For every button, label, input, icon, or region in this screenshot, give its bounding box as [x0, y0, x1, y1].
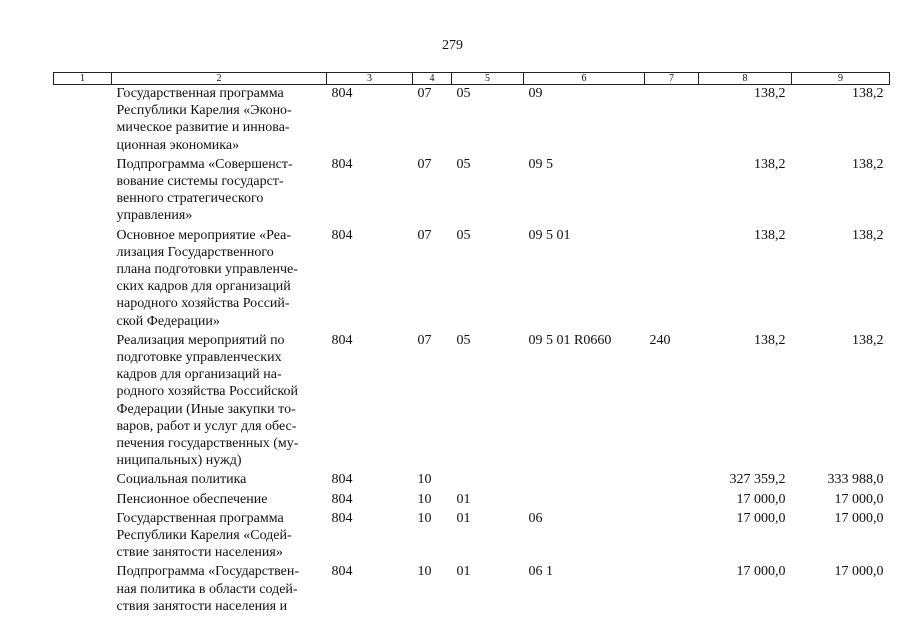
cell-name-line: Подпрограмма «Государствен-: [116, 564, 300, 580]
cell-expense-type: [645, 85, 699, 154]
cell-subsection: 01: [456, 510, 471, 526]
table-row: [54, 225, 890, 330]
cell-target-item: [524, 469, 645, 488]
cell-amount-year2: 17 000,0: [834, 510, 884, 526]
cell-department: 804: [331, 510, 353, 526]
cell-expense-type: [645, 225, 699, 330]
column-header-row: [54, 73, 890, 85]
cell-amount-year1: 138,2: [754, 86, 786, 101]
table-row: [54, 561, 890, 615]
cell-amount-year1: 17 000,0: [736, 510, 786, 526]
cell-amount-year1: 138,2: [754, 332, 786, 348]
column-header-1: 1: [54, 73, 112, 85]
cell-section: 07: [417, 332, 432, 348]
cell-name: [112, 330, 327, 470]
cell-subsection: 01: [456, 564, 471, 580]
table-row: [54, 330, 890, 470]
table-row: [54, 154, 890, 225]
cell-name-line: ствия занятости населения и: [116, 598, 288, 614]
cell-num: [54, 154, 112, 225]
cell-name: [112, 225, 327, 330]
cell-num: [54, 489, 112, 508]
cell-target-item: 09 5 01 R0660: [528, 332, 612, 348]
table-row: [54, 489, 890, 508]
cell-num: [54, 508, 112, 562]
column-header-7: 7: [645, 73, 699, 85]
table-body: [54, 85, 890, 616]
cell-name-line: Федерации (Иные закупки то-: [116, 401, 296, 417]
cell-name-line: венного стратегического: [116, 191, 264, 207]
cell-amount-year2: 333 988,0: [827, 472, 884, 488]
column-header-8: 8: [699, 73, 792, 85]
cell-department: 804: [331, 332, 353, 348]
cell-target-item: 09: [528, 86, 543, 101]
cell-amount-year2: 138,2: [852, 86, 884, 101]
cell-name-line: ниципальных) нужд): [116, 453, 242, 469]
cell-amount-year2: 17 000,0: [834, 491, 884, 507]
cell-name-line: ционная экономика»: [116, 137, 240, 153]
table-row: [54, 85, 890, 154]
cell-name-line: ствие занятости населения»: [116, 545, 283, 561]
cell-name-line: лизация Государственного: [116, 244, 274, 260]
cell-name-line: ской Федерации»: [116, 313, 220, 329]
column-header-2: 2: [112, 73, 327, 85]
cell-subsection: 05: [456, 332, 471, 348]
cell-section: 10: [417, 472, 432, 488]
cell-subsection: 01: [456, 491, 471, 507]
cell-subsection: 05: [456, 156, 471, 172]
cell-name-line: Государственная программа: [116, 86, 284, 101]
cell-section: 07: [417, 227, 432, 243]
column-header-9: 9: [792, 73, 890, 85]
cell-name-line: ная политика в области содей-: [116, 581, 298, 597]
budget-table: [53, 72, 890, 615]
cell-name-line: Социальная политика: [116, 472, 247, 488]
cell-name-line: плана подготовки управленче-: [116, 262, 298, 278]
cell-name-line: Республики Карелия «Содей-: [116, 528, 292, 544]
cell-name-line: Государственная программа: [116, 510, 284, 526]
cell-target-item: [524, 489, 645, 508]
cell-target-item: 09 5: [528, 156, 553, 172]
page-number: 279: [442, 38, 463, 53]
cell-name-line: Реализация мероприятий по: [116, 332, 285, 348]
cell-amount-year2: 138,2: [852, 156, 884, 172]
cell-name-line: вование системы государст-: [116, 174, 284, 190]
cell-target-item: 06: [528, 510, 543, 526]
cell-num: [54, 225, 112, 330]
cell-expense-type: [645, 489, 699, 508]
cell-section: 07: [417, 86, 432, 101]
cell-subsection: 05: [456, 86, 471, 101]
cell-amount-year1: 17 000,0: [736, 564, 786, 580]
table-row: [54, 469, 890, 488]
cell-num: [54, 85, 112, 154]
cell-target-item: 09 5 01: [528, 227, 571, 243]
cell-num: [54, 469, 112, 488]
cell-department: 804: [331, 564, 353, 580]
table-row: [54, 508, 890, 562]
cell-name: [112, 154, 327, 225]
cell-expense-type: 240: [649, 332, 671, 348]
cell-num: [54, 330, 112, 470]
cell-name-line: Основное мероприятие «Реа-: [116, 227, 291, 243]
cell-name-line: родного хозяйства Российской: [116, 384, 299, 400]
cell-department: 804: [331, 86, 353, 101]
cell-name-line: варов, работ и услуг для обес-: [116, 418, 297, 434]
column-header-3: 3: [327, 73, 413, 85]
cell-subsection: 05: [456, 227, 471, 243]
cell-amount-year1: 138,2: [754, 156, 786, 172]
cell-name: [112, 561, 327, 615]
cell-name-line: народного хозяйства Россий-: [116, 296, 290, 312]
cell-subsection: [452, 469, 524, 488]
cell-expense-type: [645, 561, 699, 615]
cell-name: [112, 469, 327, 488]
cell-name-line: Подпрограмма «Совершенст-: [116, 156, 293, 172]
cell-amount-year2: 138,2: [852, 332, 884, 348]
cell-name-line: ских кадров для организаций: [116, 279, 291, 295]
cell-department: 804: [331, 156, 353, 172]
cell-name-line: печения государственных (му-: [116, 436, 299, 452]
cell-name-line: управления»: [116, 208, 193, 224]
cell-target-item: 06 1: [528, 564, 553, 580]
cell-name: [112, 85, 327, 154]
cell-expense-type: [645, 154, 699, 225]
cell-amount-year1: 138,2: [754, 227, 786, 243]
cell-section: 10: [417, 564, 432, 580]
cell-expense-type: [645, 469, 699, 488]
cell-name-line: мическое развитие и иннова-: [116, 120, 290, 136]
cell-name-line: Республики Карелия «Эконо-: [116, 103, 292, 119]
cell-department: 804: [331, 472, 353, 488]
cell-amount-year1: 17 000,0: [736, 491, 786, 507]
column-header-6: 6: [524, 73, 645, 85]
cell-name-line: подготовке управленческих: [116, 350, 282, 366]
cell-name-line: Пенсионное обеспечение: [116, 491, 268, 507]
cell-name: [112, 489, 327, 508]
cell-department: 804: [331, 227, 353, 243]
cell-amount-year1: 327 359,2: [729, 472, 786, 488]
cell-section: 10: [417, 491, 432, 507]
column-header-5: 5: [452, 73, 524, 85]
cell-amount-year2: 138,2: [852, 227, 884, 243]
cell-name-line: кадров для организаций на-: [116, 367, 282, 383]
column-header-4: 4: [413, 73, 452, 85]
cell-section: 10: [417, 510, 432, 526]
cell-amount-year2: 17 000,0: [834, 564, 884, 580]
cell-department: 804: [331, 491, 353, 507]
cell-expense-type: [645, 508, 699, 562]
cell-section: 07: [417, 156, 432, 172]
cell-num: [54, 561, 112, 615]
cell-name: [112, 508, 327, 562]
